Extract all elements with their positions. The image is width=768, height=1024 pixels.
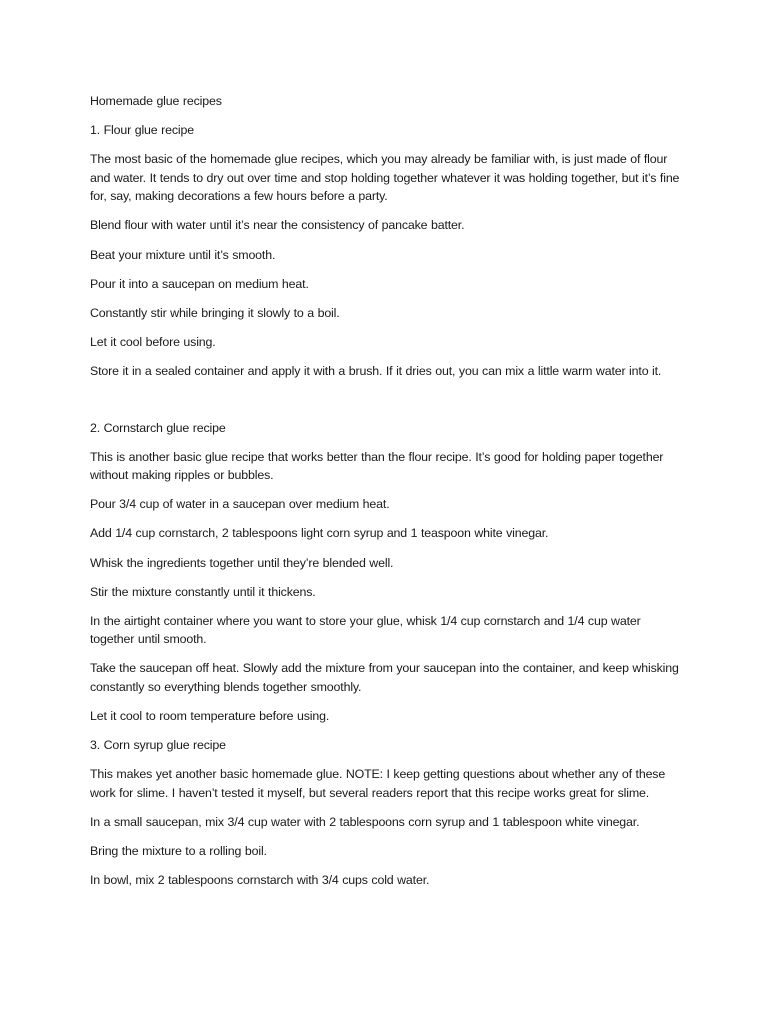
paragraph: Take the saucepan off heat. Slowly add the mixture from your saucepan into the container, and keep whisking constantly so everything blends together smoothly. <box>90 661 679 694</box>
paragraph: The most basic of the homemade glue recipes, which you may already be familiar with, is just made of flour and water. It tends to dry out over time and stop holding together whatever it was holding together, but it’s fine for, say, making decorations a few hours before a party. <box>90 152 680 204</box>
section-heading-cornstarch-glue: 2. Cornstarch glue recipe <box>90 420 226 435</box>
document-page <box>90 92 680 890</box>
paragraph: Pour it into a saucepan on medium heat. <box>90 276 309 291</box>
document-title: Homemade glue recipes <box>90 94 222 108</box>
paragraph: Beat your mixture until it’s smooth. <box>90 247 276 262</box>
paragraph: In a small saucepan, mix 3/4 cup water with 2 tablespoons corn syrup and 1 tablespoon white vinegar. <box>90 814 640 829</box>
section-heading-flour-glue: 1. Flour glue recipe <box>90 123 194 138</box>
paragraph: Let it cool before using. <box>90 334 216 349</box>
paragraph: In bowl, mix 2 tablespoons cornstarch with 3/4 cups cold water. <box>90 873 430 888</box>
paragraph: This makes yet another basic homemade glue. NOTE: I keep getting questions about whether any of these work for slime. I haven’t tested it myself, but several readers report that this recipe works great for slime. <box>90 767 666 800</box>
paragraph: Store it in a sealed container and apply it with a brush. If it dries out, you can mix a little warm water into it. <box>90 363 662 378</box>
paragraph: Bring the mixture to a rolling boil. <box>90 844 267 859</box>
paragraph: Pour 3/4 cup of water in a saucepan over medium heat. <box>90 497 390 512</box>
paragraph: Constantly stir while bringing it slowly to a boil. <box>90 305 340 320</box>
paragraph: Add 1/4 cup cornstarch, 2 tablespoons light corn syrup and 1 teaspoon white vinegar. <box>90 526 549 541</box>
paragraph: Let it cool to room temperature before using. <box>90 709 330 724</box>
paragraph: Blend flour with water until it’s near the consistency of pancake batter. <box>90 218 465 233</box>
paragraph: In the airtight container where you want to store your glue, whisk 1/4 cup cornstarch and 1/4 cup water together until smooth. <box>90 613 641 647</box>
paragraph: This is another basic glue recipe that works better than the flour recipe. It’s good for holding paper together without making ripples or bubbles. <box>90 449 664 483</box>
section-heading-corn-syrup-glue: 3. Corn syrup glue recipe <box>90 738 226 753</box>
paragraph: Whisk the ingredients together until they’re blended well. <box>90 555 394 570</box>
paragraph: Stir the mixture constantly until it thickens. <box>90 584 316 599</box>
